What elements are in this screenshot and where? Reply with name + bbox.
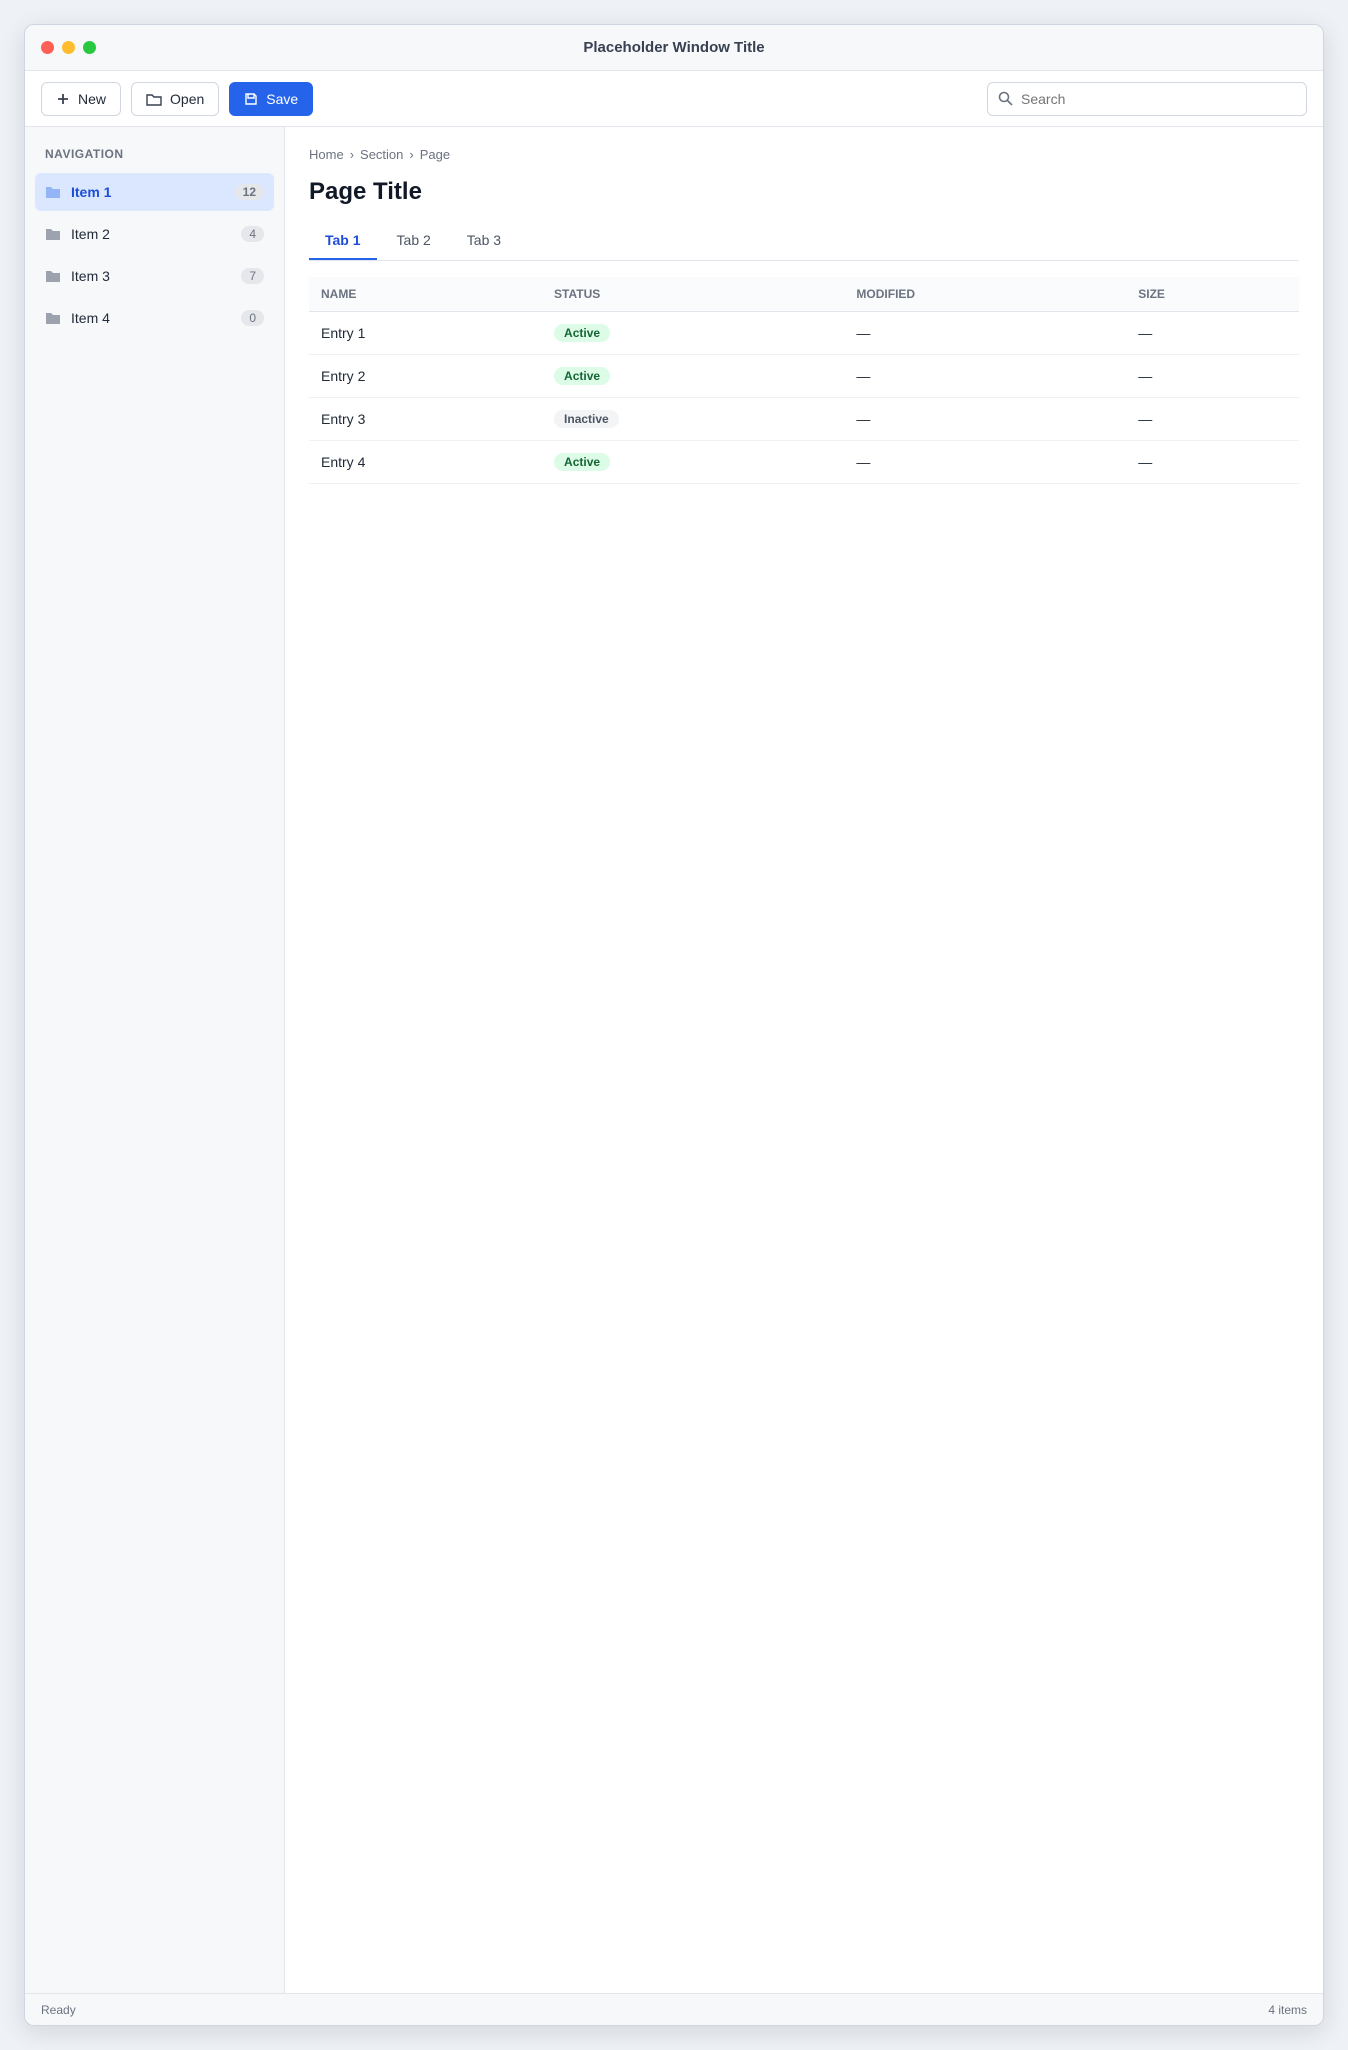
column-header[interactable]: SIZE bbox=[1126, 277, 1299, 312]
save-button[interactable] bbox=[229, 82, 313, 116]
cell-modified: — bbox=[844, 398, 1126, 441]
table-header-row bbox=[309, 277, 1299, 312]
tab-1[interactable]: Tab 1 bbox=[309, 222, 377, 260]
cell-status bbox=[542, 441, 844, 484]
plus-icon bbox=[56, 92, 70, 106]
table-row[interactable] bbox=[309, 355, 1299, 398]
search-input[interactable] bbox=[1021, 91, 1296, 107]
column-header[interactable]: NAME bbox=[309, 277, 542, 312]
sidebar-item-count: 0 bbox=[241, 310, 264, 326]
save-icon bbox=[244, 92, 258, 106]
sidebar-item-count: 12 bbox=[235, 184, 264, 200]
search-box[interactable] bbox=[987, 82, 1307, 116]
table-row[interactable] bbox=[309, 441, 1299, 484]
cell-status bbox=[542, 355, 844, 398]
tab-3[interactable]: Tab 3 bbox=[466, 232, 502, 248]
new-button[interactable] bbox=[41, 82, 121, 116]
sidebar-item-4[interactable] bbox=[35, 299, 274, 337]
cell-size: — bbox=[1126, 355, 1299, 398]
maximize-window-button[interactable] bbox=[83, 41, 96, 54]
cell-name: Entry 2 bbox=[309, 355, 542, 398]
status-bar bbox=[25, 1993, 1323, 2025]
sidebar-item-count: 4 bbox=[241, 226, 264, 242]
window-body bbox=[25, 127, 1323, 1993]
column-header[interactable]: MODIFIED bbox=[844, 277, 1126, 312]
cell-status bbox=[542, 312, 844, 355]
status-badge: Active bbox=[554, 453, 610, 471]
title-bar bbox=[25, 25, 1323, 71]
cell-size: — bbox=[1126, 312, 1299, 355]
breadcrumb-separator: › bbox=[409, 147, 414, 162]
cell-modified: — bbox=[844, 355, 1126, 398]
page-title: Page Title bbox=[309, 178, 422, 205]
cell-status bbox=[542, 398, 844, 441]
folder-icon bbox=[45, 185, 61, 199]
status-badge: Active bbox=[554, 367, 610, 385]
column-header[interactable]: STATUS bbox=[542, 277, 844, 312]
open-button[interactable] bbox=[131, 82, 219, 116]
cell-name: Entry 4 bbox=[309, 441, 542, 484]
table-row[interactable] bbox=[309, 312, 1299, 355]
folder-icon bbox=[45, 227, 61, 241]
status-badge: Active bbox=[554, 324, 610, 342]
status-text: Ready bbox=[41, 2002, 76, 2017]
breadcrumb-current: Page bbox=[419, 147, 451, 162]
cell-name: Entry 3 bbox=[309, 398, 542, 441]
app-window bbox=[24, 24, 1324, 2026]
tab-bar bbox=[309, 222, 1299, 261]
table-row[interactable] bbox=[309, 398, 1299, 441]
sidebar-item-label: Item 4 bbox=[71, 310, 110, 326]
sidebar-item-label: Item 3 bbox=[71, 268, 110, 284]
tab-2[interactable]: Tab 2 bbox=[396, 232, 431, 248]
breadcrumb bbox=[309, 147, 1299, 162]
minimize-window-button[interactable] bbox=[62, 41, 75, 54]
search-icon bbox=[998, 91, 1013, 106]
sidebar-item-count: 7 bbox=[241, 268, 264, 284]
main-content bbox=[285, 127, 1323, 1993]
breadcrumb-link[interactable]: Section bbox=[360, 147, 404, 162]
open-button-label: Open bbox=[170, 90, 205, 107]
cell-modified: — bbox=[844, 441, 1126, 484]
cell-modified: — bbox=[844, 312, 1126, 355]
data-table bbox=[309, 277, 1299, 484]
sidebar-item-label: Item 2 bbox=[71, 226, 110, 242]
folder-icon bbox=[45, 311, 61, 325]
cell-size: — bbox=[1126, 441, 1299, 484]
window-controls bbox=[41, 41, 96, 54]
sidebar-item-1[interactable] bbox=[35, 173, 274, 211]
toolbar bbox=[25, 71, 1323, 127]
close-window-button[interactable] bbox=[41, 41, 54, 54]
item-count: 4 items bbox=[1268, 2002, 1307, 2017]
save-button-label: Save bbox=[266, 90, 299, 107]
sidebar-item-label: Item 1 bbox=[71, 184, 112, 200]
sidebar-heading: NAVIGATION bbox=[45, 147, 124, 161]
cell-size: — bbox=[1126, 398, 1299, 441]
sidebar bbox=[25, 127, 285, 1993]
window-title: Placeholder Window Title bbox=[583, 39, 765, 56]
folder-open-icon bbox=[146, 92, 162, 106]
breadcrumb-separator: › bbox=[349, 147, 355, 162]
folder-icon bbox=[45, 269, 61, 283]
cell-name: Entry 1 bbox=[309, 312, 542, 355]
breadcrumb-link[interactable]: Home bbox=[309, 147, 344, 162]
new-button-label: New bbox=[78, 90, 107, 107]
sidebar-item-3[interactable] bbox=[35, 257, 274, 295]
sidebar-item-2[interactable] bbox=[35, 215, 274, 253]
status-badge: Inactive bbox=[554, 410, 619, 428]
